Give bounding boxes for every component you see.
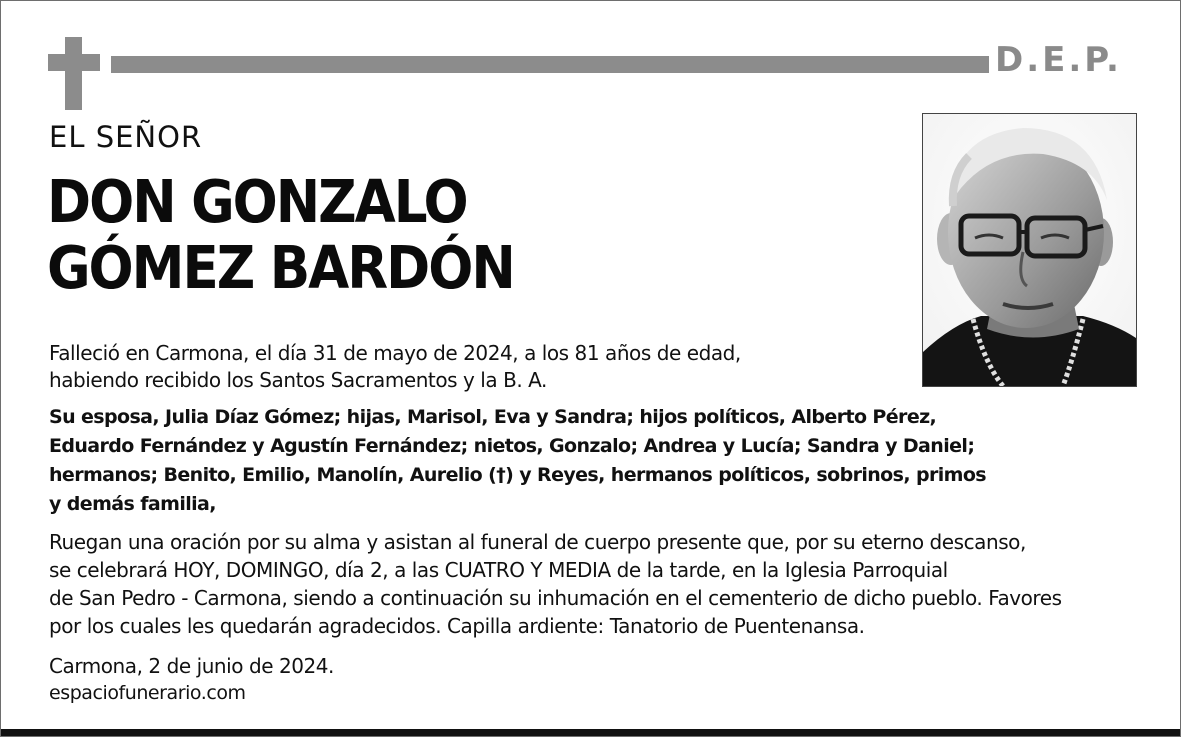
header-rule — [111, 56, 989, 73]
funeral-line-3: de San Pedro - Carmona, siendo a continuación su inhumación en el cementerio de dicho pueblo. Favores — [49, 586, 1062, 610]
family-line-2: Eduardo Fernández y Agustín Fernández; nietos, Gonzalo; Andrea y Lucía; Sandra y Daniel; — [49, 435, 975, 457]
family-line-3: hermanos; Benito, Emilio, Manolín, Aurelio (†) y Reyes, hermanos políticos, sobrinos, primos — [49, 464, 987, 486]
family-line-4: y demás familia, — [49, 493, 216, 515]
funeral-line-1: Ruegan una oración por su alma y asistan al funeral de cuerpo presente que, por su eterno descanso, — [49, 530, 1026, 554]
death-line-2: habiendo recibido los Santos Sacramentos y la B. A. — [49, 368, 547, 392]
cross-icon — [48, 37, 100, 110]
deceased-name — [47, 169, 514, 301]
portrait-photo — [922, 113, 1137, 387]
website-link[interactable]: espaciofunerario.com — [49, 682, 246, 704]
dep-label: D.E.P. — [995, 40, 1122, 80]
funeral-line-2: se celebrará HOY, DOMINGO, día 2, a las CUATRO Y MEDIA de la tarde, en la Iglesia Parroquial — [49, 558, 948, 582]
family-line-1: Su esposa, Julia Díaz Gómez; hijas, Marisol, Eva y Sandra; hijos políticos, Alberto Pérez, — [49, 406, 937, 428]
name-line-1: DON GONZALO — [47, 167, 467, 236]
bottom-rule — [1, 729, 1180, 736]
name-line-2: GÓMEZ BARDÓN — [47, 233, 514, 302]
place-date: Carmona, 2 de junio de 2024. — [49, 654, 334, 678]
honorific: EL SEÑOR — [49, 120, 203, 154]
death-line-1: Falleció en Carmona, el día 31 de mayo de 2024, a los 81 años de edad, — [49, 341, 741, 365]
funeral-line-4: por los cuales les quedarán agradecidos. Capilla ardiente: Tanatorio de Puentenansa. — [49, 614, 865, 638]
